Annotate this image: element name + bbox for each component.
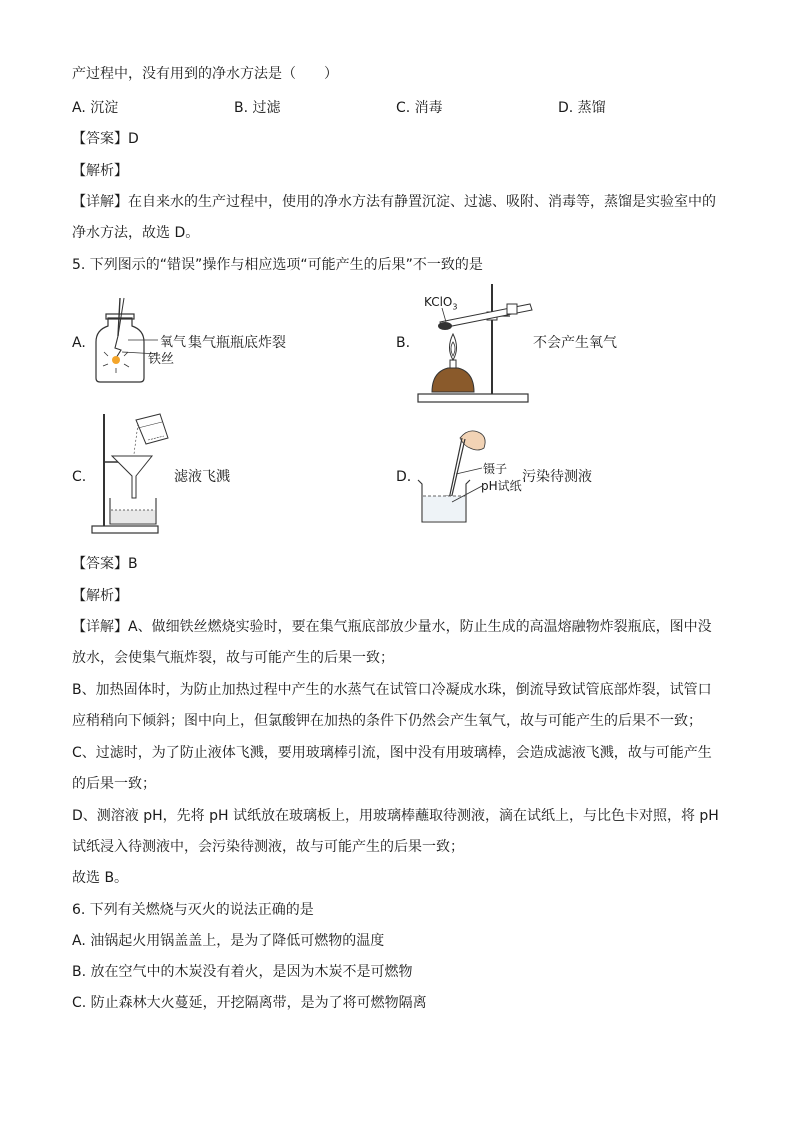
fig-d-letter[interactable]: D. bbox=[396, 469, 412, 485]
fig-d-ph-label: pH试纸 bbox=[481, 479, 522, 493]
fig-c-filtration-diagram bbox=[88, 410, 178, 536]
q6-option-b[interactable]: B. 放在空气中的木炭没有着火，是因为木炭不是可燃物 bbox=[72, 964, 413, 980]
q5-detail-line8: 试纸浸入待测液中，会污染待测液，故与可能产生的后果一致； bbox=[72, 839, 464, 855]
fig-d-tweezers-label: 镊子 bbox=[483, 462, 508, 476]
q5-detail-line7: D、测溶液 pH，先将 pH 试纸放在玻璃板上，用玻璃棒蘸取待测液，滴在试纸上，与比色卡对照，将 pH bbox=[72, 808, 719, 824]
q4-detail-line2: 净水方法，故选 D。 bbox=[72, 225, 200, 241]
q5-detail-line6: 的后果一致； bbox=[72, 776, 156, 792]
detail-text: A、做细铁丝燃烧实验时，要在集气瓶底部放少量水，防止生成的高温熔融物炸裂瓶底，图中没 bbox=[128, 619, 712, 635]
q4-option-d[interactable]: D. 蒸馏 bbox=[558, 100, 606, 116]
fig-b-result: 不会产生氧气 bbox=[533, 335, 617, 351]
q4-detail-line1 bbox=[72, 192, 716, 212]
q5-detail-line3: B、加热固体时，为防止加热过程中产生的水蒸气在试管口冷凝成水珠，倒流导致试管底部炸裂，试管口 bbox=[72, 682, 712, 698]
fig-d-result: 污染待测液 bbox=[522, 469, 592, 485]
detail-tag: 【详解】 bbox=[72, 194, 128, 210]
fig-a-iron-label: 铁丝 bbox=[148, 352, 175, 367]
q5-detail-line1 bbox=[72, 617, 712, 637]
fig-a-result: 集气瓶瓶底炸裂 bbox=[188, 335, 286, 351]
q5-detail-line4: 应稍稍向下倾斜；图中向上，但氯酸钾在加热的条件下仍然会产生氧气，故与可能产生的后果不一致； bbox=[72, 713, 702, 729]
fig-b-kclo3-label: KClO$_3$ bbox=[424, 295, 458, 312]
q6-option-c[interactable]: C. 防止森林大火蔓延，开挖隔离带，是为了将可燃物隔离 bbox=[72, 995, 427, 1011]
q6-option-a[interactable]: A. 油锅起火用锅盖盖上，是为了降低可燃物的温度 bbox=[72, 933, 385, 949]
q6-stem: 6. 下列有关燃烧与灭火的说法正确的是 bbox=[72, 902, 314, 918]
answer-tag: 【答案】 bbox=[72, 131, 128, 147]
q4-stem: 产过程中，没有用到的净水方法是（ ） bbox=[72, 66, 338, 82]
q5-stem: 5. 下列图示的“错误”操作与相应选项“可能产生的后果”不一致的是 bbox=[72, 257, 483, 273]
q5-detail-line9: 故选 B。 bbox=[72, 870, 129, 886]
q4-option-b[interactable]: B. 过滤 bbox=[234, 100, 281, 116]
fig-c-result: 滤液飞溅 bbox=[174, 469, 230, 485]
fig-b-letter[interactable]: B. bbox=[396, 335, 411, 351]
q4-option-c[interactable]: C. 消毒 bbox=[396, 100, 443, 116]
fig-a-oxygen-label: 氧气 bbox=[160, 335, 187, 350]
fig-c-letter[interactable]: C. bbox=[72, 469, 87, 485]
fig-a-letter[interactable]: A. bbox=[72, 335, 86, 351]
detail-tag: 【详解】 bbox=[72, 619, 128, 635]
answer-tag: 【答案】 bbox=[72, 556, 128, 572]
answer-value: B bbox=[128, 556, 138, 572]
q5-analysis-tag: 【解析】 bbox=[72, 588, 128, 604]
q4-analysis-tag: 【解析】 bbox=[72, 163, 128, 179]
q5-answer-row bbox=[72, 554, 138, 574]
q4-option-a[interactable]: A. 沉淀 bbox=[72, 100, 119, 116]
q5-detail-line2: 放水，会使集气瓶炸裂，故与可能产生的后果一致； bbox=[72, 650, 394, 666]
q5-detail-line5: C、过滤时，为了防止液体飞溅，要用玻璃棒引流，图中没有用玻璃棒，会造成滤液飞溅，故与可能产生 bbox=[72, 745, 712, 761]
q4-answer-row bbox=[72, 129, 139, 149]
answer-value: D bbox=[128, 131, 139, 147]
detail-text: 在自来水的生产过程中，使用的净水方法有静置沉淀、过滤、吸附、消毒等，蒸馏是实验室中的 bbox=[128, 194, 716, 210]
